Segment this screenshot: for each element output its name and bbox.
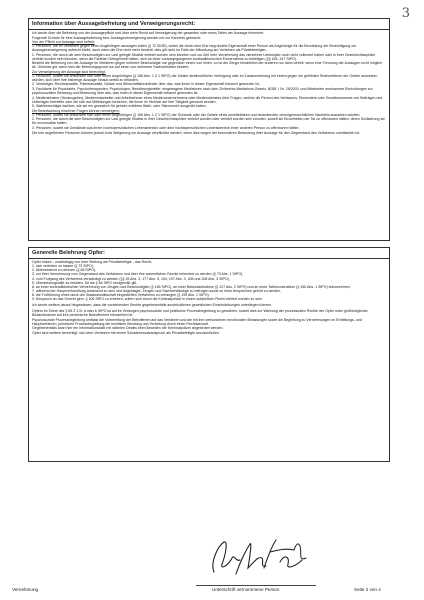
note-paragraph: Gegebenenfalls kann hier ein Informationsblatt mit näheren Details beim Beamten der Kriminalpolizei angefordert werden. [32,326,224,331]
note-paragraph: Ich wurde weiters darauf hingewiesen, dass die vorstehenden Rechte gegebenenfalls ausdrücklichen gesetzlichen Einschränkungen unterliegen können. [32,303,273,308]
intro-paragraph: Ich wurde über die Befreiung von der Aussagepflicht und über mein Recht auf Verweigerung der gesamten oder eines Teiles der Aussage informiert. [32,31,265,35]
subheading-verweigerung: Zur Verweigerung der Aussage sind berechtigt: [32,69,106,74]
subheading-befreit: Von der Pflicht zur Aussage sind befreit: [32,39,95,44]
section-title: Generelle Belehrung Opfer: [29,250,389,259]
note-paragraph: Psychosoziale Prozessbegleitung umfasst die Vorbereitung der Betroffenen auf das Verfahren und die mit ihm verbundenen emotionalen Belastungen sowie die Begleitung zu Vernehmungen im Ermittlungs- und Hauptverfahren, juristische Prozessbegleitung die rechtliche Beratung und Vertretung durch einen Rechtsanwalt. [32,317,362,326]
list-item: 4. vom Fortgang des Verfahrens verständigt zu werden (§§ 25 Abs. 3, 177 Abs. 5, 194, 197 Abs. 3, 206 und 208 Abs. 3 StPO), [32,276,230,281]
list-item: 2. Personen, die durch die dem Beschuldigten zur Last gelegte Straftat verletzt worden sein könnten und zur Zeit ihrer Vernehmung das vierzehnte Lebensjahr noch nicht vollendet haben oder in ihrer Geschlechtssphäre verletzt worden sein könnten, wenn die Parteien Gelegenheit hatten, sich an einer vorausgegangenen kontradiktorischen Einvernahme zu beteiligen (§§ 165, 247 StPO). [32,52,376,61]
handwritten-signature [206,532,316,582]
list-item: 2. Verteidiger, Rechtsanwälte, Patentanwälte, Notare und Wirtschaftstreuhänder über das, was ihnen in dieser Eigenschaft bekannt geworden ist, [32,82,260,87]
list-item: 1. Personen, soweit sie ansonsten sich oder einen Angehörigen (§ 156 Abs. 1 Z 1 StPO) der Gefahr strafrechtlicher Verfolgung oder im Zusammenhang mit einem gegen sie geführten Strafverfahren der Gefahr aussetzen würden, sich über ihre bisherige Aussage hinaus selbst zu belasten. [32,73,378,82]
list-item: 6. an einer kontradiktorischen Vernehmung von Zeugen und Beschuldigten (§ 165 StPO), an einer Befundaufnahme (§ 127 Abs. 2 StPO) und an einer Tatrekonstruktion (§ 150 Abs. 1 StPO) teilzunehmen, [32,284,351,289]
list-item: 8. die Fortführung eines durch die Staatsanwaltschaft eingestellten Verfahrens zu verlangen (§ 195 Abs. 1 StPO). [32,293,210,298]
page-number-mark: 3 [401,6,410,21]
list-item: 3. vor ihrer Vernehmung vom Gegenstand des Verfahrens und über ihre wesentlichen Rechte informiert zu werden (§ 70 Abs. 1 StPO), [32,272,244,277]
list-item: 3. Fachärzte für Psychiatrie, Psychotherapeuten, Psychologen, Bewährungshelfer, eingetragene Mediatoren nach dem Zivilrechts-Mediations-Gesetz, BGBl. I Nr. 29/2003, und Mitarbeiter anerkannter Einrichtungen zur psychosozialen Beratung und Betreuung über das, was ihnen in dieser Eigenschaft bekannt geworden ist, [32,86,373,96]
list-item: 2. Akteneinsicht zu nehmen (§ 68 StPO), [32,268,97,273]
list-item: Besteht die Befreiung von der Aussage im Verfahren gegen mehrere Beschuldigte nur gegenüber einem von ihnen, so ist der Zeuge hinsichtlich der anderen nur dann befreit, wenn eine Trennung der Aussagen nicht möglich ist. Gleiches gilt, wenn sich der Befreiungsgrund nur auf einen von mehreren Sachverhalten bezieht. [32,61,382,70]
list-item: 9. Einspruch an das Gericht gem. § 106 StPO zu erheben, sofern sich durch die Kriminalpolizei in einem subjektiven Recht verletzt worden zu sein. [32,297,263,302]
closing-paragraph: Die hier angeführten Personen können jedoch trotz Weigerung zur Aussage verpflichtet werden, wenn dies wegen der besonderen Bedeutung ihrer Aussage für den Gegenstand des Verfahrens unerlässlich ist. [32,130,361,135]
list-item: 2. Personen, die durch die dem Beschuldigten zur Last gelegte Straftat in ihrer Geschlechtssphäre verletzt worden oder verletzt worden sein könnten, soweit sie Einzelheiten der Tat zu offenbaren hätten, deren Schilderung sie für unzumutbar halten, [32,117,385,126]
list-item: 5. Wahlberechtigte darüber, wie sie ein gesetzlich für geheim erklärtes Wahl- oder Stimmrecht ausgeübt haben. [32,104,207,109]
list-item: 1. Personen, die im Verfahren gegen einen Angehörigen aussagen sollen (§ 72 StGB), wobei die durch eine Ehe begründete Eigenschaft einer Person als Angehörige für die Beurteilung der Berechtigung zur Aussageverweigerung aufrecht bleibt, auch wenn die Ehe nicht mehr besteht; dies gilt nicht im Falle der Mitwirkung am Verfahren als Privatbeteiligter. [32,43,357,53]
list-item: 5. Übersetzungshilfe zu erhalten, für die § 56 StPO sinngemäß gilt, [32,280,138,285]
subheading-fragen: Die Beantwortung einzelner Fragen können verweigern: [32,108,120,113]
list-item: 3. Personen, soweit sie Umstände aus ihrem höchstpersönlichen Lebensbereich oder dem höchstpersönlichen Lebensbereich einer anderen Person zu offenbaren hätten. [32,125,300,130]
signature-line [196,585,316,586]
footer-signature-caption: Unterschrift vernommene Person [212,587,280,592]
list-item: 4. Medieninhaber (Herausgeber), Medienmitarbeiter und Arbeitnehmer eines Medienunternehmens oder Mediendienstes über Fragen, welche die Person des Verfassers, Einsenders oder Gewährsmannes von Beiträgen und Unterlagen betreffen oder die sich auf Mitteilungen beziehen, die ihnen im Hinblick auf ihre Tätigkeit gemacht wurden, [32,95,383,104]
section-title: Information über Aussagebefreiung und Verweigerungsrecht: [29,21,389,30]
intro-paragraph: Folgende Gründe für eine Aussagebefreiung bzw. Aussageverweigerung wurden mir zur Kenntnis gebracht: [32,35,201,40]
aussagebefreiung-section [28,18,390,241]
list-item: 1. sich vertreten zu lassen (§ 73 StPO), [32,264,94,269]
note-paragraph: Opfer sind weiters berechtigt, sich dem Verfahren mit einem Schadenersatzanspruch als Privatbeteiligte anzuschließen. [32,330,220,335]
footer-page-indicator: Seite 2 von 4 [354,587,381,592]
list-item: 1. Personen, soweit sie ansonsten sich oder einen Angehörigen (§ 156 Abs. 1 Z 1 StPO) der Schande oder der Gefahr eines unmittelbaren und bedeutenden vermögensrechtlichen Nachteils aussetzen würden, [32,112,361,117]
note-paragraph: Opfern im Sinne des § 65 Z 1 lit. a oder b StPO ist auf ihr Verlangen psychosoziale und juristische Prozessbegleitung zu gewähren, soweit dies zur Wahrung der prozessualen Rechte der Opfer unter größtmöglicher Bedachtnahme auf ihre persönliche Betroffenheit erforderlich ist. [32,308,368,318]
opfer-belehrung-section [28,247,390,462]
list-item: 7. während der Hauptverhandlung anwesend zu sein und Angeklagte, Zeugen und Sachverständige zu befragen sowie zu ihren Ansprüchen gehört zu werden, [32,289,282,294]
footer-document-type: Vernehmung [12,587,39,592]
intro-paragraph: Opfer haben - unabhängig von ihrer Stellung als Privatbeteiligte - das Recht, [32,260,152,264]
